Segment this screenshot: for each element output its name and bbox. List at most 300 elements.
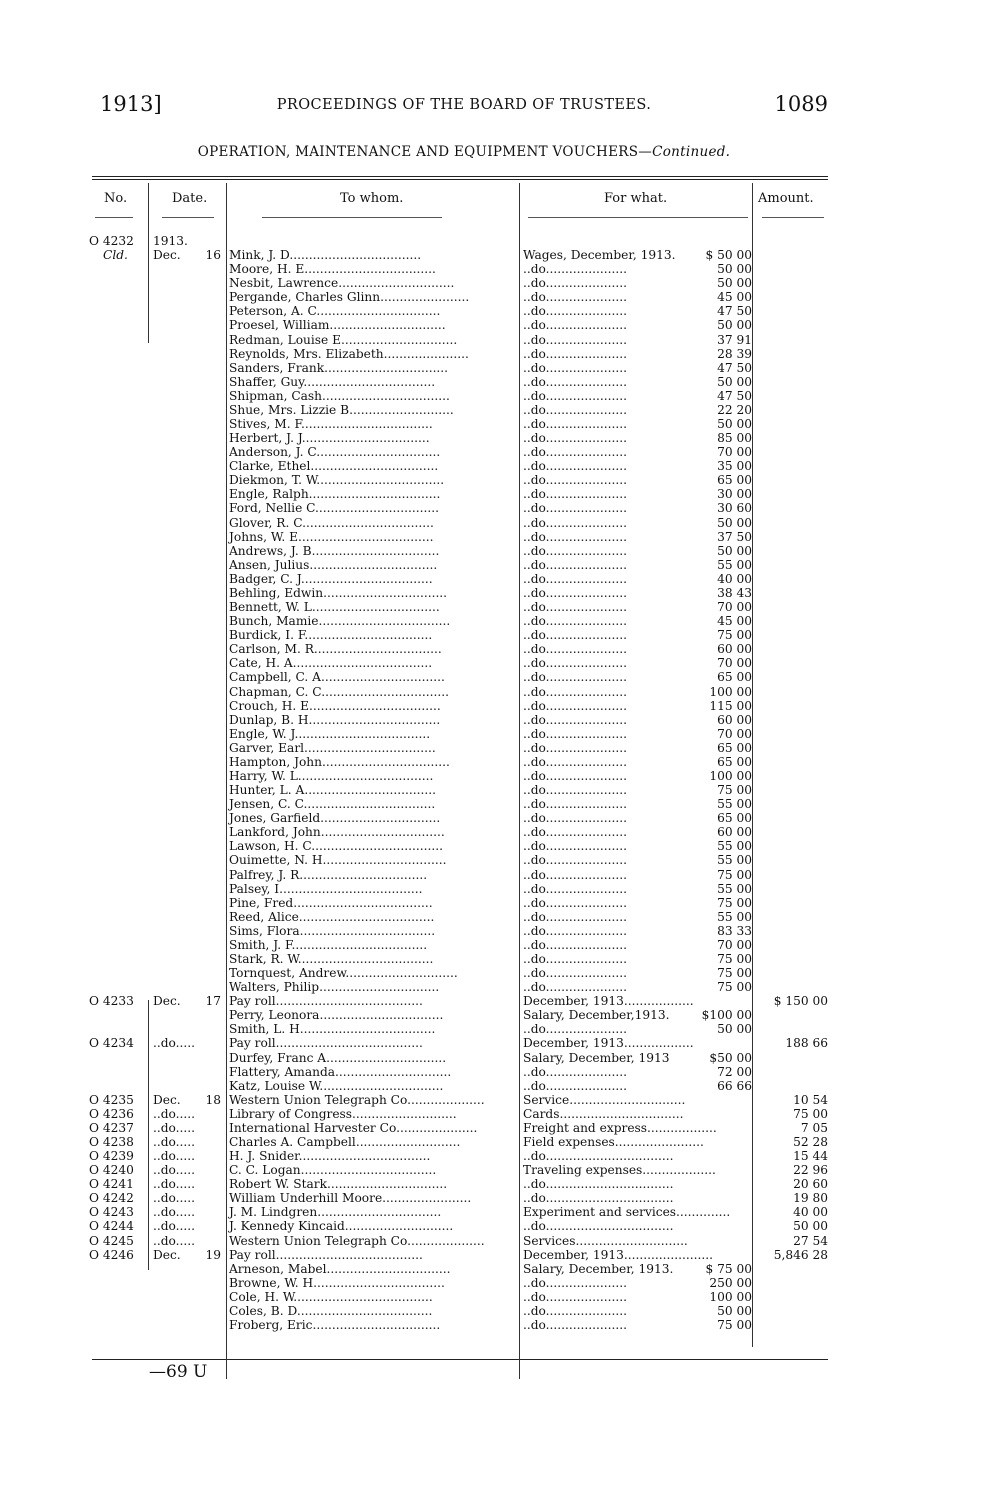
voucher-number: O 4234 <box>89 1036 134 1051</box>
payee: Arneson, Mabel................................ <box>229 1261 451 1276</box>
table-row <box>0 783 986 797</box>
col-date: Date. <box>172 191 208 206</box>
item-amount: 65 00 <box>717 740 752 755</box>
payee: H. J. Snider.................................. <box>229 1149 431 1164</box>
voucher-date: Dec. <box>153 1247 181 1262</box>
payee: Shipman, Cash................................. <box>229 388 450 403</box>
table-row <box>0 431 986 445</box>
item-amount: 75 00 <box>717 951 752 966</box>
item-amount: 55 00 <box>717 881 752 896</box>
item-amount: 47 50 <box>717 360 752 375</box>
col-whom-underline <box>262 217 442 218</box>
total-amount: 40 00 <box>793 1205 828 1220</box>
purpose: Salary, December, 1913. <box>523 1261 674 1276</box>
table-row <box>0 1065 986 1079</box>
col-no-underline <box>95 217 133 218</box>
purpose: Salary, December, 1913 <box>523 1050 670 1065</box>
table-row <box>0 1219 986 1233</box>
voucher-date: ..do..... <box>153 1036 196 1051</box>
purpose: ..do..................... <box>523 1318 628 1333</box>
item-amount: 28 39 <box>717 346 752 361</box>
payee: Lawson, H. C.................................. <box>229 839 443 854</box>
payee: Cole, H. W.................................... <box>229 1289 433 1304</box>
table-row <box>0 347 986 361</box>
item-amount: 70 00 <box>717 600 752 615</box>
payee: Redman, Louise E.............................. <box>229 332 458 347</box>
table-row <box>0 699 986 713</box>
table-row <box>0 1163 986 1177</box>
purpose: ..do..................... <box>523 853 628 868</box>
table-row <box>0 1177 986 1191</box>
payee: Andrews, J. B................................. <box>229 543 440 558</box>
purpose: ..do..................... <box>523 909 628 924</box>
table-row <box>0 530 986 544</box>
voucher-date: ..do..... <box>153 1106 196 1121</box>
total-amount: 52 28 <box>793 1135 828 1149</box>
payee: Anderson, J. C................................ <box>229 445 441 460</box>
item-amount: 50 00 <box>717 543 752 558</box>
total-amount: 19 80 <box>793 1191 828 1206</box>
item-amount: $ 75 00 <box>705 1261 752 1276</box>
col-no: No. <box>104 191 128 206</box>
item-amount: 85 00 <box>717 431 752 446</box>
payee: Carlson, M. R................................. <box>229 642 442 657</box>
item-amount: 50 00 <box>717 276 752 291</box>
voucher-number: O 4237 <box>89 1120 134 1135</box>
purpose: ..do..................... <box>523 1078 628 1093</box>
voucher-date: Dec. <box>153 994 181 1009</box>
payee: Herbert, J. J................................. <box>229 431 430 446</box>
voucher-date: ..do..... <box>153 1219 196 1234</box>
voucher-number: O 4244 <box>89 1219 134 1234</box>
payee: Crouch, H. E.................................. <box>229 698 441 713</box>
payee: Peterson, A. C................................ <box>229 304 441 319</box>
purpose: December, 1913.................. <box>523 1036 694 1051</box>
payee: Tornquest, Andrew............................. <box>229 966 458 981</box>
payee: Charles A. Campbell........................... <box>229 1135 461 1149</box>
table-title-continued: Continued. <box>652 144 731 160</box>
purpose: ..do................................. <box>523 1219 674 1234</box>
payee: Palsey, I..................................... <box>229 881 423 896</box>
table-row <box>0 882 986 896</box>
item-amount: 38 43 <box>717 585 752 600</box>
table-row <box>0 614 986 628</box>
voucher-number: O 4243 <box>89 1205 134 1220</box>
table-row <box>0 248 986 262</box>
table-title-text: OPERATION, MAINTENANCE AND EQUIPMENT VOUCHERS— <box>197 144 653 160</box>
table-row <box>0 459 986 473</box>
payee: Engle, W. J................................... <box>229 726 431 741</box>
table-row <box>0 333 986 347</box>
voucher-table <box>0 234 986 1332</box>
table-row <box>0 487 986 501</box>
voucher-date: ..do..... <box>153 1205 196 1220</box>
payee: Garver, Earl.................................. <box>229 740 436 755</box>
payee: Pine, Fred.................................... <box>229 895 433 910</box>
payee: Behling, Edwin................................ <box>229 585 448 600</box>
voucher-number: O 4239 <box>89 1149 134 1164</box>
item-amount: 75 00 <box>717 895 752 910</box>
item-amount: 70 00 <box>717 937 752 952</box>
voucher-number: O 4235 <box>89 1092 134 1107</box>
item-amount: 75 00 <box>717 966 752 981</box>
table-row <box>0 1248 986 1262</box>
purpose: ..do................................. <box>523 1177 674 1192</box>
table-row <box>0 318 986 332</box>
purpose: ..do..................... <box>523 740 628 755</box>
payee: Smith, L. H................................... <box>229 1022 436 1037</box>
item-amount: 22 20 <box>717 402 752 417</box>
item-amount: 50 00 <box>717 417 752 432</box>
item-amount: 55 00 <box>717 909 752 924</box>
voucher-date: ..do..... <box>153 1191 196 1206</box>
purpose: ..do..................... <box>523 417 628 432</box>
total-amount: 5,846 28 <box>773 1247 828 1262</box>
item-amount: 115 00 <box>709 698 752 713</box>
table-row <box>0 896 986 910</box>
purpose: ..do..................... <box>523 726 628 741</box>
total-amount: 188 66 <box>785 1036 828 1051</box>
purpose: ..do..................... <box>523 585 628 600</box>
payee: Hampton, John................................. <box>229 754 450 769</box>
purpose: ..do..................... <box>523 262 628 277</box>
table-row <box>0 741 986 755</box>
payee: Chapman, C. C................................. <box>229 684 450 699</box>
item-amount: 30 60 <box>717 501 752 516</box>
item-amount: 60 00 <box>717 825 752 840</box>
purpose: ..do..................... <box>523 642 628 657</box>
table-row <box>0 797 986 811</box>
table-row <box>0 994 986 1008</box>
table-row <box>0 290 986 304</box>
item-amount: 50 00 <box>717 1022 752 1037</box>
payee: Perry, Leonora................................ <box>229 1008 444 1023</box>
purpose: ..do..................... <box>523 515 628 530</box>
purpose: ..do..................... <box>523 487 628 502</box>
payee: C. C. Logan................................... <box>229 1163 437 1178</box>
voucher-date: ..do..... <box>153 1120 196 1135</box>
purpose: ..do..................... <box>523 684 628 699</box>
voucher-date: Dec. <box>153 1092 181 1107</box>
signature-mark: —69 U <box>149 1362 208 1382</box>
page-header <box>100 92 828 120</box>
item-amount: 55 00 <box>717 853 752 868</box>
purpose: Field expenses....................... <box>523 1135 704 1149</box>
table-row <box>0 445 986 459</box>
table-row <box>0 558 986 572</box>
voucher-date: 1913. <box>153 234 188 248</box>
item-amount: 45 00 <box>717 290 752 305</box>
item-amount: 65 00 <box>717 754 752 769</box>
item-amount: 37 50 <box>717 529 752 544</box>
purpose: ..do..................... <box>523 1064 628 1079</box>
table-row <box>0 952 986 966</box>
table-row <box>0 966 986 980</box>
col-amount-underline <box>762 217 824 218</box>
purpose: ..do..................... <box>523 501 628 516</box>
payee: Diekmon, T. W................................. <box>229 473 445 488</box>
payee: Lankford, John................................ <box>229 825 445 840</box>
header-year: 1913] <box>100 92 162 116</box>
payee: Shaffer, Guy.................................. <box>229 374 436 389</box>
purpose: ..do..................... <box>523 431 628 446</box>
voucher-number: O 4236 <box>89 1106 134 1121</box>
total-amount: 7 05 <box>800 1120 828 1135</box>
payee: Ford, Nellie C................................ <box>229 501 440 516</box>
page-number: 1089 <box>774 92 828 116</box>
total-amount: 20 60 <box>793 1177 828 1192</box>
item-amount: 100 00 <box>709 684 752 699</box>
voucher-number: O 4241 <box>89 1177 134 1192</box>
payee: Hunter, L. A.................................. <box>229 783 437 798</box>
payee: Ouimette, N. H................................ <box>229 853 447 868</box>
payee: Ansen, Julius................................. <box>229 557 438 572</box>
item-amount: 70 00 <box>717 726 752 741</box>
voucher-number: O 4240 <box>89 1163 134 1178</box>
item-amount: 37 91 <box>717 332 752 347</box>
table-row <box>0 403 986 417</box>
payee: Bennett, W. L................................. <box>229 600 440 615</box>
table-row <box>0 389 986 403</box>
voucher-number: O 4246 <box>89 1247 134 1262</box>
item-amount: $50 00 <box>709 1050 752 1065</box>
purpose: ..do..................... <box>523 656 628 671</box>
table-row <box>0 1318 986 1332</box>
item-amount: 66 66 <box>717 1078 752 1093</box>
purpose: ..do..................... <box>523 529 628 544</box>
payee: Library of Congress........................... <box>229 1106 457 1121</box>
purpose: ..do..................... <box>523 374 628 389</box>
item-amount: 100 00 <box>709 1289 752 1304</box>
payee: J. M. Lindgren................................ <box>229 1205 442 1220</box>
voucher-date: ..do..... <box>153 1163 196 1178</box>
purpose: Freight and express.................. <box>523 1120 717 1135</box>
voucher-day: 17 <box>205 994 221 1009</box>
purpose: ..do..................... <box>523 332 628 347</box>
purpose: ..do..................... <box>523 1289 628 1304</box>
item-amount: $ 50 00 <box>705 248 752 263</box>
item-amount: 45 00 <box>717 614 752 629</box>
table-row <box>0 868 986 882</box>
table-row <box>0 1036 986 1050</box>
payee: Western Union Telegraph Co.................... <box>229 1233 485 1248</box>
purpose: ..do..................... <box>523 388 628 403</box>
payee: Engle, Ralph.................................. <box>229 487 441 502</box>
table-row <box>0 980 986 994</box>
item-amount: 70 00 <box>717 656 752 671</box>
table-row <box>0 727 986 741</box>
voucher-date: ..do..... <box>153 1233 196 1248</box>
payee: Pergande, Charles Glinn....................... <box>229 290 470 305</box>
payee: Campbell, C. A................................ <box>229 670 445 685</box>
purpose: ..do..................... <box>523 797 628 812</box>
purpose: ..do..................... <box>523 318 628 333</box>
table-row <box>0 1121 986 1135</box>
table-row <box>0 1262 986 1276</box>
rule-top-2 <box>92 179 828 180</box>
table-row <box>0 713 986 727</box>
purpose: ..do..................... <box>523 459 628 474</box>
purpose: December, 1913....................... <box>523 1247 713 1262</box>
table-row <box>0 924 986 938</box>
table-row <box>0 1234 986 1248</box>
voucher-number: O 4238 <box>89 1135 134 1149</box>
payee: Glover, R. C.................................. <box>229 515 434 530</box>
item-amount: 70 00 <box>717 445 752 460</box>
payee: Coles, B. D................................... <box>229 1303 433 1318</box>
item-amount: 72 00 <box>717 1064 752 1079</box>
payee: Bunch, Mamie.................................. <box>229 614 451 629</box>
payee: Clarke, Ethel................................. <box>229 459 439 474</box>
table-row <box>0 1290 986 1304</box>
table-row <box>0 670 986 684</box>
col-date-underline <box>162 217 214 218</box>
item-amount: 65 00 <box>717 473 752 488</box>
payee: Jones, Garfield............................... <box>229 811 441 826</box>
table-row <box>0 417 986 431</box>
purpose: ..do................................. <box>523 1149 674 1164</box>
item-amount: 30 00 <box>717 487 752 502</box>
payee: Stives, M. F.................................. <box>229 417 433 432</box>
voucher-date: Dec. <box>153 248 181 263</box>
table-row <box>0 544 986 558</box>
purpose: ..do..................... <box>523 600 628 615</box>
purpose: ..do..................... <box>523 557 628 572</box>
item-amount: 50 00 <box>717 318 752 333</box>
purpose: ..do..................... <box>523 670 628 685</box>
table-row <box>0 685 986 699</box>
item-amount: 250 00 <box>709 1275 752 1290</box>
total-amount: 15 44 <box>793 1149 828 1164</box>
item-amount: 55 00 <box>717 797 752 812</box>
item-amount: 75 00 <box>717 980 752 995</box>
item-amount: 65 00 <box>717 670 752 685</box>
total-amount: 10 54 <box>793 1092 828 1107</box>
voucher-number: Cld. <box>103 248 128 263</box>
item-amount: 100 00 <box>709 768 752 783</box>
payee: Pay roll...................................... <box>229 1247 423 1262</box>
table-row <box>0 642 986 656</box>
table-row <box>0 656 986 670</box>
item-amount: 50 00 <box>717 1303 752 1318</box>
item-amount: 35 00 <box>717 459 752 474</box>
payee: William Underhill Moore....................... <box>229 1191 472 1206</box>
purpose: ..do..................... <box>523 614 628 629</box>
item-amount: $100 00 <box>701 1008 752 1023</box>
table-row <box>0 516 986 530</box>
payee: Dunlap, B. H.................................. <box>229 712 441 727</box>
payee: Froberg, Eric................................. <box>229 1318 441 1333</box>
voucher-number: O 4232 <box>89 234 134 248</box>
payee: Palfrey, J. R................................. <box>229 867 428 882</box>
voucher-day: 18 <box>205 1092 221 1107</box>
table-row <box>0 1205 986 1219</box>
payee: Robert W. Stark............................... <box>229 1177 448 1192</box>
payee: Katz, Louise W................................ <box>229 1078 444 1093</box>
purpose: ..do..................... <box>523 811 628 826</box>
payee: Reed, Alice................................... <box>229 909 435 924</box>
table-row <box>0 1079 986 1093</box>
table-row <box>0 1051 986 1065</box>
item-amount: 47 50 <box>717 304 752 319</box>
purpose: ..do..................... <box>523 923 628 938</box>
purpose: ..do..................... <box>523 881 628 896</box>
purpose: ..do..................... <box>523 895 628 910</box>
table-row <box>0 262 986 276</box>
payee: Western Union Telegraph Co.................... <box>229 1092 485 1107</box>
purpose: ..do..................... <box>523 543 628 558</box>
purpose: ..do..................... <box>523 839 628 854</box>
total-amount: 22 96 <box>793 1163 828 1178</box>
table-row <box>0 1008 986 1022</box>
purpose: ..do..................... <box>523 768 628 783</box>
item-amount: 75 00 <box>717 628 752 643</box>
purpose: ..do..................... <box>523 1275 628 1290</box>
item-amount: 75 00 <box>717 783 752 798</box>
payee: International Harvester Co..................... <box>229 1120 478 1135</box>
purpose: Experiment and services.............. <box>523 1205 731 1220</box>
payee: Shue, Mrs. Lizzie B........................... <box>229 402 454 417</box>
item-amount: 50 00 <box>717 262 752 277</box>
payee: Harry, W. L................................... <box>229 768 434 783</box>
table-row <box>0 572 986 586</box>
purpose: ..do..................... <box>523 980 628 995</box>
table-row <box>0 1304 986 1318</box>
payee: Proesel, William.............................. <box>229 318 446 333</box>
table-row <box>0 1022 986 1036</box>
purpose: ..do..................... <box>523 360 628 375</box>
payee: Badger, C. J.................................. <box>229 571 433 586</box>
table-row <box>0 755 986 769</box>
total-amount: 50 00 <box>793 1219 828 1234</box>
purpose: ..do..................... <box>523 712 628 727</box>
voucher-number: O 4242 <box>89 1191 134 1206</box>
purpose: ..do..................... <box>523 937 628 952</box>
purpose: ..do..................... <box>523 966 628 981</box>
voucher-number: O 4245 <box>89 1233 134 1248</box>
purpose: ..do................................. <box>523 1191 674 1206</box>
voucher-number: O 4233 <box>89 994 134 1009</box>
payee: Sanders, Frank................................ <box>229 360 449 375</box>
purpose: ..do..................... <box>523 783 628 798</box>
payee: Stark, R. W................................... <box>229 951 434 966</box>
table-row <box>0 938 986 952</box>
payee: J. Kennedy Kincaid............................ <box>229 1219 454 1234</box>
payee: Moore, H. E.................................. <box>229 262 436 277</box>
total-amount: 27 54 <box>793 1233 828 1248</box>
payee: Flattery, Amanda.............................. <box>229 1064 452 1079</box>
table-row <box>0 628 986 642</box>
purpose: ..do..................... <box>523 825 628 840</box>
item-amount: 40 00 <box>717 571 752 586</box>
payee: Sims, Flora................................... <box>229 923 436 938</box>
table-row <box>0 769 986 783</box>
purpose: Wages, December, 1913. <box>523 248 676 263</box>
table-row <box>0 1135 986 1149</box>
purpose: ..do..................... <box>523 473 628 488</box>
purpose: ..do..................... <box>523 951 628 966</box>
item-amount: 60 00 <box>717 712 752 727</box>
purpose: Services............................. <box>523 1233 688 1248</box>
purpose: ..do..................... <box>523 346 628 361</box>
purpose: ..do..................... <box>523 571 628 586</box>
table-row <box>0 586 986 600</box>
purpose: ..do..................... <box>523 445 628 460</box>
payee: Cate, H. A.................................... <box>229 656 433 671</box>
payee: Durfey, Franc A............................... <box>229 1050 447 1065</box>
table-row <box>0 375 986 389</box>
table-row <box>0 501 986 515</box>
